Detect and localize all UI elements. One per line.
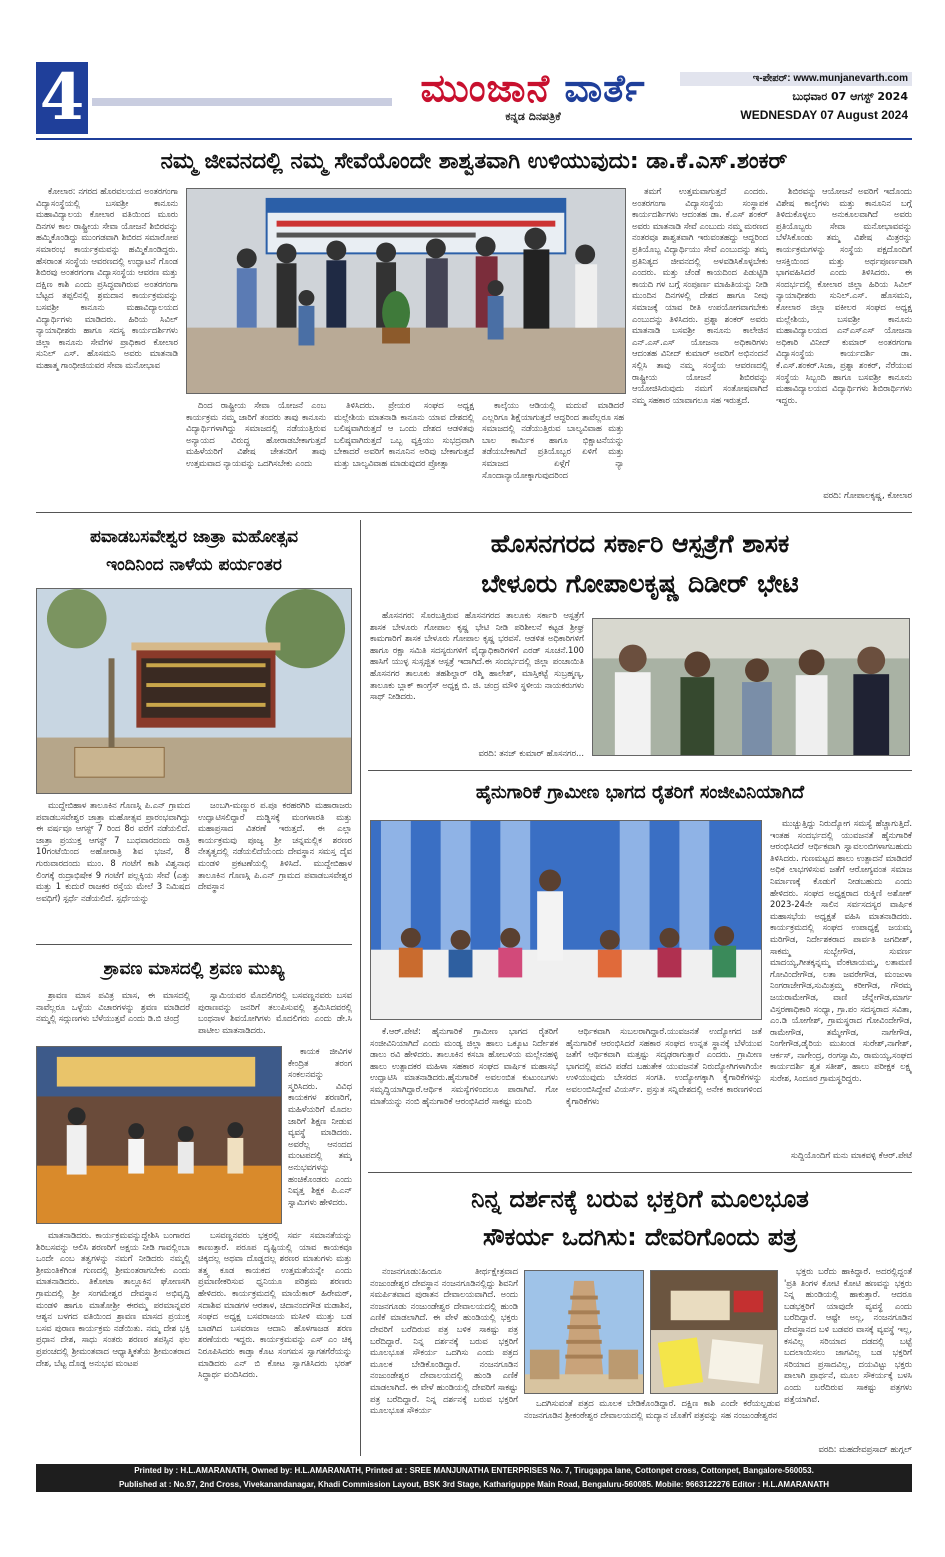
story1-col6 [776,186,912,490]
masthead-bar [92,98,392,106]
story3-col4 [198,1230,352,1456]
story6-col2-text: ಒದಗಿಸುವಂತೆ ಪತ್ರದ ಮೂಲಕ ಬೇಡಿಕೊಂಡಿದ್ದಾರೆ. ದಕ್ಷಿಣ ಕಾಶಿ ಎಂದೇ ಕರೆಯಲ್ಪಡುವ ನಂಜನಗೂಡಿನ ಶ್ರೀಕಂಠೇಶ್ವರ ದೇವಾಲಯದಲ್ಲಿ ಮದ್ಯಾನ ಜೊತೆಗೆ ಪತ್ರವನ್ನು ಸಹ ನಂಜುಂಡೇಶ್ವರನ [524,1398,780,1420]
story3-col2-text: ಸ್ವಾಮಿಯವರ ಮೊದಲಿಗರಲ್ಲಿ ಬಸವಣ್ಣನವರು ಬಸವ ಪುರಾಣವನ್ನು ಜನರಿಗೆ ತಲುಪಿಸುವಲ್ಲಿ ಶ್ರಮಿಸಿದವರಲ್ಲಿ ಬಂಥನಾಳ ಶಿವಯೋಗಿಗಳು ಮೊದಲಿಗರು ಎಂದು ಡೇ.ಸಿ ಪಾಟೀಲ ಮಾತನಾಡಿದರು. [198,990,352,1035]
story1-col6-text: ಶಿಬಿರವನ್ನು ಆಯೋಜನೆ ಅವರಿಗೆ ಇದೊಂದು ವಿಶೇಷ ಕಾಲ್ಕೆಗಳು ಮತ್ತು ಕಾನೂನಿನ ಬಗ್ಗೆ ತಿಳಿದುಕೊಳ್ಳಲು ಅನುಕೂಲವಾಗಿದೆ ಅವರು ಪ್ರತಿಯೊಬ್ಬರು ಸೇವಾ ಮನೋಭಾವವನ್ನು ಬೆಳೆಸಿಕೊಂಡು ತಮ್ಮ ವಿಶೇಷ ಮಿತ್ರರನ್ನು ಕಾರ್ಯಕ್ರಮಗಳನ್ನು ಸಂಸ್ಥೆಯ ಪಕ್ಷದೊಂದಿಗೆ ಆಸಕ್ತಿಯಿಂದ ಮತ್ತು ಅರ್ಥಪೂರ್ಣವಾಗಿ ಭಾಗವಹಿಸಿದರೆ ಎಂದು ತಿಳಿಸಿದರು. ಈ ಸಂದರ್ಭದಲ್ಲಿ ಕೋಲಾರ ಜಿಲ್ಲಾ ಹಿರಿಯ ಸಿವಿಲ್ ನ್ಯಾಯಾಧೀಶರು ಸುನಿಲ್.ಎಸ್. ಹೊಸಮನಿ, ಕೋಲಾರ ಜಿಲ್ಲಾ ವಕೀಲರ ಸಂಘದ ಅಧ್ಯಕ್ಷ ಮಲ್ಲೇಶಿಯ, ಬಸವಶ್ರೀ ಕಾನೂನು ಮಹಾವಿದ್ಯಾಲಯದ ಎನ್ಎಸ್ಎಸ್ ಯೋಜನಾ ಅಧಿಕಾರಿ ವಿನೀದ್ ಕುಮಾರ್ ಅಂತರಗಂಗಾ ವಿದ್ಯಾಸಂಸ್ಥೆಯ ಕಾರ್ಯದರ್ಶಿ ಡಾ. ಕೆ.ಎಸ್.ಶಂಕರ್.ಸಿಜಾ, ಪ್ರಶ್ನಾ ಶಂಕರ್, ನೆರೆಯುವ ಸಂಸ್ಥೆಯ ಸಿಬ್ಬಂದಿ ಹಾಗೂ ಬಸವಶ್ರೀ ಕಾನೂನು ಮಹಾವಿದ್ಯಾಲಯದ ವಿದ್ಯಾರ್ಥಿಗಳು ಶಿಬಿರಾರ್ಥಿಗಳು ಇದ್ದರು. [776,186,912,405]
story6-headline-line1: ನಿನ್ನ ದರ್ಶನಕ್ಕೆ ಬರುವ ಭಕ್ತರಿಗೆ ಮೂಲಭೂತ [471,1185,809,1213]
page-number: 4 [36,62,88,134]
story1-col3-text: ತಿಳಿಸಿದರು. ಪ್ರೇಯರ ಸಂಘದ ಅಧ್ಯಕ್ಷ ಮಲ್ಲೇಶಿಯ ಮಾತನಾಡಿ ಕಾನೂನು ಯಾವ ದೇಶದಲ್ಲಿ ಬಲಿಷ್ಠವಾಗಿರುತ್ತದೆ ಆ ಒಂದು ದೇಶದ ಆಡಳಿತವು ಬಲಿಷ್ಠವಾಗಿರುತ್ತದೆ ಒಬ್ಬ ವ್ಯಕ್ತಿಯು ಸುಭದ್ರವಾಗಿ ಬೇಕಾದರೆ ಅವರಿಗೆ ಕಾನೂನಿನ ಅರಿವು ಬೇಕಾಗುತ್ತದೆ ಮತ್ತು ಬಾಲ್ಯವಿವಾಹ ಮಾಡುವುದರ ಪ್ರೋತ್ಸಾ [334,400,474,468]
story4-photo [592,618,910,756]
story5-headline: ಹೈನುಗಾರಿಕೆ ಗ್ರಾಮೀಣ ಭಾಗದ ರೈತರಿಗೆ ಸಂಜೀವಿನಿಯಾಗಿದೆ [475,782,805,803]
story3-headline: ಶ್ರಾವಣ ಮಾಸದಲ್ಲಿ ಶ್ರವಣ ಮುಖ್ಯ [103,959,285,979]
story4-photo-svg [593,619,909,755]
title-part2: ವಾರ್ತೆ [564,66,646,110]
story3-col2 [198,990,352,1040]
story4-byline: ವರದಿ: ತನಜ್ ಕುಮಾರ್ ಹೊಸನಗರ... [478,748,584,758]
story5-byline: ಸುದ್ದಿಯೊಂದಿಗೆ ಮನು ಮಾಕವಳ್ಳಿ ಕೆಆರ್.ಪೇಟೆ [790,1150,912,1160]
story6-col3 [784,1266,912,1444]
date-kannada: ಬುಧವಾರ 07 ಆಗಸ್ಟ್ 2024 [792,90,908,103]
website-link[interactable]: ಇ-ಪೇಪರ್: www.munjanevarth.com [680,72,912,86]
story3-col1 [36,990,190,1040]
story3-col1-text: ಶ್ರಾವಣ ಮಾಸ ಪವಿತ್ರ ಮಾಸ, ಈ ಮಾಸದಲ್ಲಿ ನಾವೆಲ್ಲರೂ ಒಳ್ಳೆಯ ವಿಚಾರಗಳನ್ನು ಶ್ರವಣ ಮಾಡಿದರೆ ನಮ್ಮಲ್ಲಿ ಸದ್ಗುಣಗಳು ಬೆಳೆಯುತ್ತವೆ ಎಂದು ಡಿ.ಬಿ ಚಿಂದ್ರೆ [36,990,190,1024]
story6-photo-temple [524,1270,644,1394]
story6-photo-letters [650,1270,778,1394]
story5-col1-text: ಕೆ.ಆರ್.ಪೇಟೆ: ಹೈನುಗಾರಿಕೆ ಗ್ರಾಮೀಣ ಭಾಗದ ರೈತರಿಗೆ ಸಂಜೀವಿನಿಯಾಗಿದೆ ಎಂದು ಮಂಡ್ಯ ಜಿಲ್ಲಾ ಹಾಲು ಒಕ್ಕೂಟ ನಿರ್ದೇಶಕ ಡಾಲು ರವಿ ಹೇಳಿದರು. ತಾಲೂಕಿನ ಕಸಬಾ ಹೋಬಳಿಯ ಮಲ್ಲೇನಹಳ್ಳಿ ಹಾಲು ಉತ್ಪಾದಕರ ಮಹಿಳಾ ಸಹಕಾರ ಸಂಘದ ವಾರ್ಷಿಕ ಮಹಾಸಭೆ ಉದ್ಘಾಟಿಸಿ ಮಾತನಾಡಿದರು.ಹೈನುಗಾರಿಕೆ ಅವಲಂಬಿತ ಕುಟುಂಬಗಳು ಸಮೃದ್ಧಿಯಾಗಿದ್ದಾರೆ.ಆರ್ಥಿಕ ಸಮಸ್ಯೆಗಳಿಂದಲೂ ಪಾರಾಗಿವೆ. ಗೋ ಮಾತೆಯನ್ನು ನಂಬಿ ಹೈನುಗಾರಿಕೆ ಆರಂಭಿಸಿದರೆ ಸಾಕಷ್ಟು ಮಂದಿ [370,1026,558,1106]
story2-headline-line1: ಪವಾಡಬಸವೇಶ್ವರ ಜಾತ್ರಾ ಮಹೋತ್ಸವ [90,527,298,547]
story1-headline: ನಮ್ಮ ಜೀವನದಲ್ಲಿ ನಮ್ಮ ಸೇವೆಯೊಂದೇ ಶಾಶ್ವತವಾಗಿ ಉಳಿಯುವುದು: ಡಾ.ಕೆ.ಎಸ್.ಶಂಕರ್ [160,149,788,174]
newspaper-title [398,64,668,112]
story1-photo-svg [187,189,625,393]
story6-headline-line2: ಸೌಕರ್ಯ ಒದಗಿಸು: ದೇವರಿಗೊಂದು ಪತ್ರ [483,1223,797,1251]
story5-photo-svg [371,821,761,1019]
story1-col2 [186,400,326,500]
story5-col1 [370,1026,558,1164]
story1-photo [186,188,626,394]
imprint-footer [36,1464,912,1492]
newspaper-subtitle: ಕನ್ನಡ ದಿನಪತ್ರಿಕೆ [505,110,561,123]
story3-col4-text: ಬಸವಣ್ಣನವರು ಭಕ್ತರಲ್ಲಿ ಸರ್ವ ಸಮಾನತೆಯನ್ನು ಕಾಣುತ್ತಾರೆ. ಪರೂಪ ದೃಷ್ಟಿಯಲ್ಲಿ ಯಾವ ಕಾಯಕವೂ ಚಿಕ್ಕದಲ್ಲ ಅಥವಾ ದೊಡ್ಡದಲ್ಲ ಶರಣರ ಮಾತುಗಳು ಮತ್ತು ತತ್ತ್ವ ಕೂಡ ಕಾಯಕದ ಉತ್ತಮತೆಯನ್ನೇ ಎಂದು ಪ್ರಮಾಣೀಕರಿಸುವ ಧ್ವನಿಯೂ ಪರಿಶ್ರಮ ಶರಣರು ಹೇಳಿದರು. ಕಾರ್ಯಕ್ರಮದಲ್ಲಿ ಮಾಯೆಕಾರ್ ಹಿರೇಮಠ್, ಸದಾಶಿವ ಮಾಡಗಳ ಆರತಾಳ, ಚಿದಾನಂದಗೌಡ ಮಡಾಶಿನ, ಸಂಘದ ಅಧ್ಯಕ್ಷ ಬಸವರಾಜಯ ಮಸೀಳಿ ಮುತ್ತು ಬಡ ಬಾಡಗಿದ ಬಸವರಾಜ ಆದಾನಿ ಹೊಳಗಾಜಡ ಶರಣ ಶರಣೆಯರು ಇದ್ದರು. ಕಾರ್ಯಕ್ರಮವನ್ನು ಎಸ್ ಎಂ ಚಿಕ್ಕ ನಿರೂಪಿಸಿದರು ಕಾಡ್ತಾ ಕೊಟ ಸಂಗಮಸ ಸ್ವಾಗತಗೆರೆಯನ್ನು ಮಾಡಿದರು ಎನ್ ಬಿ ಕೋಟ ಸ್ವಾಗತಿಸಿದರು ಭರತ್ ಸಿದ್ಧಾರ್ಥ ವಂದಿಸಿದರು. [198,1230,352,1380]
section-divider-left [36,944,352,945]
story2-photo [36,588,352,794]
story3-col2b [288,1046,352,1224]
story2-col2 [198,800,352,936]
story3-col2b-text: ಕಾಯಕ ಜೀವಿಗಳ ಕೇಂದ್ರಿತ ತರಂಗ ಸಂಕಲನವನ್ನು ಸ್ಮರಿಸಿದರು. ವಿವಿಧ ಕಾಯಕಗಳ ಶರಣರಿಗೆ, ಮಹಿಳೆಯರಿಗೆ ಮೊದಲ ಜಾರಿಗೆ ಶಿಕ್ಷಣ ನೀಡುವ ವ್ಯವಸ್ಥೆ ಮಾಡಿದರು. ಅವರೆಲ್ಲ ಆನಂದದ ಮಂಟಪದಲ್ಲಿ ತಮ್ಮ ಅನುಭವಗಳನ್ನು ಹಂಚಿಕೊಂಡರು ಎಂದು ನಿವೃತ್ತ ಶಿಕ್ಷಕ ಪಿ.ಎನ್ ಸ್ವಾಮಿಗಳು ಹೇಳಿದರು. [288,1046,352,1207]
imprint-line2: Published at : No.97, 2nd Cross, Vivekanandanagar, Khadi Commission Layout, BSK 3rd Stage, Kathariguppe Main Road, Bengaluru-560085. Mobile: 9663122276 Editor : H.L.AMARANATH [118,1480,830,1489]
story1-byline: ವರದಿ: ಗೋಪಾಲಕೃಷ್ಣ, ಕೋಲಾರ [823,490,912,500]
story5-col3-text: ಮುಚ್ಚುತ್ತಿದ್ದು ನಿರುದ್ಯೋಗ ಸಮಸ್ಯೆ ಹೆಚ್ಚಾಗುತ್ತಿದೆ. ಇಂತಹ ಸಂದರ್ಭದಲ್ಲಿ ಯುವಜನತೆ ಹೈನುಗಾರಿಕೆ ಆರಂಭಿಸಿದರೆ ಆರ್ಥಿಕವಾಗಿ ಸ್ವಾವಲಂಬಿಗಳಾಗಬಹುದು ತಿಳಿಸಿದರು. ಗುಣಮಟ್ಟದ ಹಾಲು ಉತ್ಪಾದನೆ ಮಾಡಿದರೆ ಅಧಿಕ ಲಾಭಗಳಿಸುವ ಜತೆಗೆ ಆರೋಗ್ಯವಂತ ಸಮಾಜ ನಿರ್ಮಾಣಕ್ಕೆ ಕೊಡುಗೆ ನೀಡಬಹುದು ಎಂದು ಹೇಳಿದರು. ಸಂಘದ ಅಧ್ಯಕ್ಷರಾದ ರುಕ್ಮಿಣಿ ಅಶೋಕ್ 2023-24ನೇ ಸಾಲಿನ ಸರ್ವಸದಸ್ಯರ ವಾರ್ಷಿಕ ಮಹಾಸಭೆಯ ಅಧ್ಯಕ್ಷತೆ ವಹಿಸಿ ಮಾತನಾಡಿದರು. ಕಾರ್ಯಕ್ರಮದಲ್ಲಿ ಸಂಘದ ಉಪಾಧ್ಯಕ್ಷೆ ಜಯಮ್ಮ ಮರಿಗೌಡ, ನಿರ್ದೇಶಕರಾದ ಪಾರ್ವತಿ ಜಗದೀಶ್, ಸಾಕಮ್ಮ ಸುಬ್ಬೇಗೌಡ, ಸುವರ್ಣ ಮಾದಯ್ಯ,ಗೀತಕ್ಕನ್ನಮ್ಮ ವೆಂಕಟಾಯಮ್ಮ, ಲತಾಮಣಿ ಗೋವಿಂದೇಗೌಡ, ಲತಾ ಜವರೇಗೌಡ, ಮಂಜುಳಾ ನಿಂಗರಾಜೇಗೌಡ,ಸುಮಿತ್ರಮ್ಮ ಕರೀಗೌಡ, ಗೌರಮ್ಮ ಜಯರಾಮೇಗೌಡ, ವಾಣಿ ಜೆನ್ನೇಗೌಡ,ಮಾರ್ಗ ವಿಸ್ತರಣಾಧಿಕಾರಿ ಸಂಧ್ಯಾ, ಗ್ರಾ.ಪಂ ಸದಸ್ಯರಾದ ಸವಿತಾ, ಎಂ.ಡಿ ಯೋಗೇಶ್, ಗ್ರಾಮಸ್ಥರಾದ ಗೋವಿಂದೇಗೌಡ, ರಾಮೇಗೌಡ, ತಮ್ಮೇಗೌಡ, ನಾಗೇಗೌಡ, ನಿಂಗೇಗೌಡ,ಡೈರಿಯ ಮುಖಂಡ ಸುರೇಶ್,ನಾಗೇಶ್, ಆರ್ಕಸ್, ನಾಗೇಂದ್ರ, ರಂಗಸ್ವಾಮಿ, ರಾಮಯ್ಯ,ಸಂಘದ ಕಾರ್ಯದರ್ಶಿ ಶ್ವತ ಸತೀಶ್, ಹಾಲು ಪರೀಕ್ಷಕ ಲಕ್ಷ್ಮ ಸುರೇಶ, ಸಿಂದೂರ ಗ್ರಾಮಸ್ಥರಿದ್ದರು. [770,818,912,1084]
column-divider [360,520,361,1456]
story3-col3 [36,1230,190,1456]
story2-col1 [36,800,190,936]
story1-col1-text: ಕೋಲಾರ: ನಗರದ ಹೊರವಲಯದ ಅಂತರಗಂಗಾ ವಿದ್ಯಾಸಂಸ್ಥೆಯಲ್ಲಿ ಬಸವಶ್ರೀ ಕಾನೂನು ಮಹಾವಿದ್ಯಾಲಯ ಕೋಲಾರ ವತಿಯಿಂದ ಮೂರು ದಿನಗಳ ಕಾಲ ರಾಷ್ಟ್ರೀಯ ಸೇವಾ ಯೋಜನೆ ಶಿಬಿರವನ್ನು ಹಮ್ಮಿಕೊಂಡಿದ್ದು ಮುಂಗಡವಾಗಿ ಶಿಬಿರದ ಸಮಾರೋಪ ಸಮಾರಂಭ ಕಾರ್ಯಕ್ರಮವನ್ನು ಹಮ್ಮಿಕೊಂಡಿದ್ದರು. ಹೆಸರಾಂತ ಸಂಸ್ಥೆಯ ಆವರಣದಲ್ಲಿ ಉದ್ಘಾಟನೆ ಗೊಂಡ ಶಿಬಿರವು ಅಂತರಗಂಗಾ ವಿದ್ಯಾಸಂಸ್ಥೆಯ ಆವರಣ ಮತ್ತು ದಕ್ಷಿಣ ಕಾಶಿ ಎಂದು ಪ್ರಸಿದ್ಧವಾಗಿರುವ ಅಂತರಗಂಗಾ ಬೆಟ್ಟದ ತಪ್ಪಲಿನಲ್ಲಿ ಶ್ರಮದಾನ ಕಾರ್ಯಕ್ರಮವನ್ನು ಬಸವಶ್ರೀ ಕಾನೂನು ಮಹಾವಿದ್ಯಾಲಯದ ವಿದ್ಯಾರ್ಥಿಗಳು ಮಾಡಿದರು. ಹಿರಿಯ ಸಿವಿಲ್ ನ್ಯಾಯಾಧೀಶರು ಹಾಗೂ ಸದಸ್ಯ ಕಾರ್ಯದರ್ಶಿಗಳು ಜಿಲ್ಲಾ ಕಾನೂನು ಸೇವೆಗಳ ಪ್ರಾಧಿಕಾರ ಕೋಲಾರ ಸುನಿಲ್ ಎಸ್. ಹೊಸಮನಿ ಅವರು ಮಾತನಾಡಿ ಮಹಾತ್ಮ ಗಾಂಧೀಜಿಯವರ ಸೇವಾ ಮನೋಭಾವ [36,186,178,370]
story1-col5-text: ತಮಗೆ ಉತ್ತಮವಾಗುತ್ತದೆ ಎಂದರು. ಅಂತರಗಂಗಾ ವಿದ್ಯಾಸಂಸ್ಥೆಯ ಸಂಸ್ಥಾಪಕ ಕಾರ್ಯದರ್ಶಿಗಳು ಆದಂತಹ ಡಾ. ಕೆ.ಎಸ್ ಶಂಕರ್ ಅವರು ಮಾತನಾಡಿ ಸೇವೆ ಎಂಬುದು ನಮ್ಮ ಮರಣದ ನಂತರವೂ ಶಾಶ್ವತವಾಗಿ ಇರುವಂತಹದ್ದು ಆದ್ದರಿಂದ ಪ್ರತಿಯೊಬ್ಬ ವಿದ್ಯಾರ್ಥಿಯು ಸೇವೆ ಎಂಬುದನ್ನು ತಮ್ಮ ಪ್ರತಿನಿತ್ಯದ ಜೀವನದಲ್ಲಿ ಅಳವಡಿಸಿಕೊಳ್ಳಬೇಕು ಎಂದರು. ಮತ್ತು ಚೆಂಡೆ ಕಾಯದಿಂದ ಪಿಡುಟ್ಟಿಡಿ ಕಾಯದಿ ಗಳ ಬಗ್ಗೆ ಸಂಪೂರ್ಣ ಮಾಹಿತಿಯನ್ನು ನೀಡಿ ಮುಂದಿನ ದಿನಗಳಲ್ಲಿ ದೇಶದ ಹಾಗೂ ನೀವು ಸಮಾಜಕ್ಕೆ ಯಾವ ರೀತಿ ಉಪಯೋಗವಾಗಬೇಕು ಎಂಬುದನ್ನು ತಿಳಿಸಿದರು. ಪ್ರಶ್ನಾ ಶಂಕರ್ ಅವರು ಮಾತನಾಡಿ ಬಸವಶ್ರೀ ಕಾನೂನು ಕಾಲೇಜಿನ ಎನ್.ಎಸ್.ಎಸ್ ಯೋಜನಾ ಅಧಿಕಾರಿಗಳು ಆದಂತಹ ವಿನೀದ್ ಕುಮಾರ್ ಅವರಿಗೆ ಅಭಿನಂದನೆ ಸಲ್ಲಿಸಿ ತಾವು ನಮ್ಮ ಸಂಸ್ಥೆಯ ಆವರಣದಲ್ಲಿ ರಾಷ್ಟ್ರೀಯ ಯೋಜನೆ ಶಿಬಿರವನ್ನು ಆಯೋಜಿಸಿರುವುದು ನಮಗೆ ಸಂತೋಷವಾಗಿದೆ ನಮ್ಮ ಸಹಕಾರ ಯಾವಾಗಲೂ ಸಹ ಇರುತ್ತದೆ. [632,186,768,405]
date-english: WEDNESDAY 07 August 2024 [740,108,908,122]
story3-photo [36,1046,282,1224]
title-part1: ಮುಂಜಾನೆ [420,66,551,110]
story3-col3-text: ಮಾತನಾಡಿದರು. ಕಾರ್ಯಕ್ರಮವನ್ನುದ್ದೇಶಿಸಿ ಬಂಗಾರದ ಶಿರಿಬಸವನ್ನು ಆಲಿಸಿ ಶರಣರಿಗೆ ಅಕ್ಷಯ ನೀಡಿ ಗಾವಲ್ಲಿಂಬಾ ಒಂದೇ ಎಂಬ ತತ್ವಗಳನ್ನು ನಮಗೆ ನೀಡಿದರು ನಮ್ಮಲ್ಲಿ ಶ್ರೀಮಂತಿಕೆಗಿಂತ ಗುಣದಲ್ಲಿ ಶ್ರೀಮಂತರಾಗಬೇಕು ಎಂದು ಮಾತನಾಡಿದರು. ತಿಕೋಟಾ ತಾಲ್ಲೂಕಿನ ಘೋಣಸಗಿ ಗ್ರಾಮದಲ್ಲಿ ಶ್ರೀ ಸಂಗಮೇಶ್ವರ ದೇವಸ್ಥಾನ ಅಭಿವೃದ್ಧಿ ಮಂಡಳಿ ಹಾಗೂ ಮಾತೋಶ್ರೀ ಈರಮ್ಮ ಪರಮಾನ್ನವರ ಆಶ್ಯನ ಬಳಗದ ವತಿಯಿಂದ ಶ್ರಾವಣ ಮಾಸದ ಪ್ರಯುಕ್ತ ಬಸವ ಪುರಾಣ ಕಾರ್ಯಕ್ರಮ ನಡೆಯಿತು. ನಮ್ಮ ದೇಶ ಭಕ್ತಿ ಪ್ರಧಾನ ದೇಶ, ಸಾಧು ಸಂತರು ಶರಣರ ತಪಸ್ಸಿನ ಫಲ ಪ್ರಪಂಚದಲ್ಲಿ ಶ್ರೀಮಂತವಾದ ಆಧ್ಯಾತ್ಮಿಕತೆಯ ಶ್ರೀಮಂತರಾದ ದೇಶ, ಬೆಟ್ಟ ದೊಡ್ಡ ಅನುಭವ ಮಂಟಪ [36,1230,190,1368]
story1-col2-text: ದಿಂದ ರಾಷ್ಟ್ರೀಯ ಸೇವಾ ಯೋಜನೆ ಎಂಬ ಕಾರ್ಯಕ್ರಮ ನಮ್ಮ ಜಾರಿಗೆ ತಂದರು ತಾವು ಕಾನೂನು ವಿದ್ಯಾರ್ಥಿಗಳಾಗಿದ್ದು ಸಮಾಜದಲ್ಲಿ ನಡೆಯುತ್ತಿರುವ ಅನ್ಯಾಯದ ವಿರುದ್ಧ ಹೋರಾಡಬೇಕಾಗುತ್ತದೆ ಮಹಿಳೆಯರಿಗೆ ವಿಶೇಷ ಚೇತನರಿಗೆ ತಾವು ಉತ್ತಮವಾದ ನ್ಯಾಯವನ್ನು ಒದಗಿಸಬೇಕು ಎಂದು [186,400,326,468]
story6-col1-text: ನಂಜನಗೂಡು:ಹಿಂದೂ ತೀರ್ಥಕ್ಷೇತ್ರವಾದ ನಂಜುಂಡೇಶ್ವರ ದೇವಸ್ಥಾನ ನಂಜನಗೂಡಿನಲ್ಲಿದ್ದು ಶಿವನಿಗೆ ಸಮರ್ಪಿತವಾದ ಪುರಾತನ ದೇವಾಲಯವಾಗಿದೆ. ಅಂದು ನಂಜನಗೂಡು ನಂಜುಂಡೇಶ್ವರ ದೇವಾಲಯದಲ್ಲಿ ಹುಂಡಿ ಎಣಿಕೆ ಮಾಡಲಾಗಿದೆ. ಈ ವೇಳೆ ಹುಂಡಿಯಲ್ಲಿ ಭಕ್ತರು ದೇವರಿಗೆ ಬರೆದಿರುವ ಪತ್ರ ಬಳಿಕ ಸಾಕಷ್ಟು ಪತ್ರ ಬರೆದಿದ್ದಾರೆ. ನಿನ್ನ ದರ್ಶನಕ್ಕೆ ಬರುವ ಭಕ್ತರಿಗೆ ಮೂಲಭೂತ ಸೌಕರ್ಯ ಒದಗಿಸು ಎಂದು ಪತ್ರದ ಮೂಲಕ ಬೇಡಿಕೊಂಡಿದ್ದಾರೆ. ನಂಜನಗೂಡಿನ ನಂಜುಂಡೇಶ್ವರ ದೇವಾಲಯದಲ್ಲಿ ಹುಂಡಿ ಎಣಿಕೆ ಮಾಡಲಾಗಿದೆ. ಈ ವೇಳೆ ಹುಂಡಿಯಲ್ಲಿ ದೇವರಿಗೆ ಸಾಕಷ್ಟು ಪತ್ರ ಬರೆದಿದ್ದಾರೆ. ನಿನ್ನ ದರ್ಶನಕ್ಕೆ ಬರುವ ಭಕ್ತರಿಗೆ ಮೂಲಭೂತ ಸೌಕರ್ಯ [370,1266,518,1416]
story1-col5 [632,186,768,502]
story4-body [370,610,584,750]
story2-photo-svg [37,589,351,793]
masthead-rule [36,138,912,140]
story2-headline-line2: ಇಂದಿನಿಂದ ನಾಳೆಯ ಪರ್ಯಂತರ [106,555,282,575]
story5-col2-text: ಆರ್ಥಿಕವಾಗಿ ಸುಬಲರಾಗಿದ್ದಾರೆ.ಯುವಜನತೆ ಉದ್ಯೋಗದ ಜತೆ ಹೈನುಗಾರಿಕೆ ಆರಂಭಿಸಿದರೆ ಸಹಕಾರ ಸಂಘದ ಉನ್ನತ ಸ್ಥಾನಕ್ಕೆ ಬೆಳೆಯುವ ಜತೆಗೆ ಆರ್ಥಿಕವಾಗಿ ಮತ್ತಷ್ಟು ಸದೃಢರಾಗುತ್ತಾರೆ ಎಂದರು. ಗ್ರಾಮೀಣ ಭಾಗದಲ್ಲಿ ಪದವಿ ಪಡೆದ ಬಹುತೇಕ ಯುವಜನತೆ ನಿರುದ್ಯೋಗಿಗಳಾಗಿಯೇ ಉಳಿಯುವುದು ಬೇಸರದ ಸಂಗತಿ. ಉದ್ಯೋಗಕ್ಕಾಗಿ ಕೈಗಾರಿಕೆಗಳನ್ನು ಅವಲಂಬಿಸಿದ್ದೇವೆ ವಿಯರ್ಸ್. ಪ್ರಸ್ತುತ ಸನ್ನಿವೇಶದಲ್ಲಿ ಅನೇಕ ಕಾರಣಗಳಿಂದ ಕೈಗಾರಿಕೆಗಳು [566,1026,762,1106]
story4-headline-line2: ಬೇಳೂರು ಗೋಪಾಲಕೃಷ್ಣ ದಿಡೀರ್ ಭೇಟಿ [481,569,799,598]
story1-col4 [482,400,624,500]
story6-byline: ವರದಿ: ಮಹದೇವಪ್ರಸಾದ್ ಹುಗ್ಗಲ್ [818,1444,912,1454]
story6-col1 [370,1266,518,1456]
section-divider-right [368,770,912,771]
story3-photo-svg [37,1047,281,1223]
section-divider [36,512,912,513]
story1-col3 [334,400,474,500]
story4-body-text: ಹೊಸನಗರ: ಸೊರಬತ್ತಿರುವ ಹೊಸನಗರದ ತಾಲೂಕು ಸರ್ಕಾರಿ ಆಸ್ಪತ್ರೆಗೆ ಶಾಸಕ ಬೇಳೂರು ಗೋಪಾಲ ಕೃಷ್ಣ ಭೇಟಿ ನೀಡಿ ಪರಿಶೀಲನೆ ಕಟ್ಟಡ ಶ್ರೀಘ್ರ ಕಾಮಗಾರಿಗೆ ಶಾಸಕ ಬೇಳೂರು ಗೋಪಾಲ ಕೃಷ್ಣ ಭರವಸೆ. ಆಡಳಿತ ಅಧಿಕಾರಿಗಳಿಗೆ ಹಾಗೂ ರಕ್ಷಾ ಸಮಿತಿ ಸದಸ್ಯರುಗಳಿಗೆ ವೈದ್ಯಾಧಿಕಾರಿಗಳಿಗೆ ಎರಡ್ ಸೂಚನೆ.100 ಹಾಸಿಗೆ ಯುಳ್ಳ ಸುಸ್ಸಜ್ಜಿತ ಆಸ್ಪತ್ರೆ ಇದಾಗಿದೆ.ಈ ಸಂದರ್ಭದಲ್ಲಿ ಜಿಲ್ಲಾ ಪಂಚಾಯಿತಿ ಹೊಸನಗರ ತಾಲೂಕು ತಹಶಿಲ್ದಾರ್ ರಶ್ಮಿ ಹಾಲೇಶ್, ಮಾಸ್ತಿಕಟ್ಟೆ ಸುಬ್ರಹ್ಮಣ್ಯ, ತಾಲೂಕು ಬ್ಲಾಕ್ ಕಾಂಗ್ರೆಸ್ ಅಧ್ಯಕ್ಷ ಬಿ. ಜಿ. ಚಂದ್ರ ಮೌಳಿ ಸ್ಥಳೀಯ ನಾಯಕರುಗಳು ಸಾಥ್ ನೀಡಿದರು. [370,610,584,702]
story2-col2-text: ಜಂಬಗಿ-ಮಣ್ಣುರ ಪ.ಪೂ ಕರಹರಗಿರಿ ಮಹಾರಾಜರು ಉದ್ಘಾಟಿಸಲಿದ್ದಾರೆ ದುಡ್ಡಿಸಕ್ಕೆ ಮಂಗಳಾರತಿ ಮತ್ತು ಮಹಾಪ್ರಸಾದ ವಿತರಣೆ ಇರುತ್ತದೆ. ಈ ಎಲ್ಲಾ ಕಾರ್ಯಕ್ರಮವು ಪೂಜ್ಯ ಶ್ರೀ ಚನ್ನಮಲ್ಲಿಕ ಶರಣರ ನೇತೃತ್ವದಲ್ಲಿ ನಡೆಯಲಿದೆಯೆಂದು ದೇವಸ್ಥಾನ ಸಮಸ್ತ ದೈವ ಮಂಡಳಿ ಪ್ರಕಟಣೆಯಲ್ಲಿ ತಿಳಿಸಿದೆ. ಮುದ್ದೇಬಿಹಾಳ ತಾಲೂಕಿನ ಗೊಣಸ್ಗಿ ಪಿ.ಎನ್ ಗ್ರಾಮದ ಪವಾಡಬಸವೇಶ್ವರ ದೇವಸ್ಥಾನ [198,800,352,892]
imprint-line1: Printed by : H.L.AMARANATH, Owned by: H.L.AMARANATH, Printed at : SREE MANJUNATHA ENTERPRISES No. 7, Tirugappa lane, Cottonpet cross, Cottonpet, Bangalore-560053. [134,1466,814,1475]
story6-col3-text: ಭಕ್ತರು ಬರೆದು ಹಾಕಿದ್ದಾರೆ. ಅದರಲ್ಲಿದ್ದಂತೆ 'ಪ್ರತಿ ತಿಂಗಳ ಕೋಟಿ ಕೋಟಿ ಹಣವನ್ನು ಭಕ್ತರು ನಿನ್ನ ಹುಂಡಿಯಲ್ಲಿ ಹಾಕುತ್ತಾರೆ. ಆದರೂ ಬಡಭಕ್ತರಿಗೆ ಯಾವುದೇ ವ್ಯವಸ್ಥೆ ಎಂದು ಬರೆದಿದ್ದಾರೆ. ಆಷ್ಟೇ ಅಲ್ಲ, ನಂಜನಗೂಡಿನ ದೇವಸ್ಥಾನದ ಬಳಿ ಬಡವರ ವಾಸಕ್ಕೆ ವ್ಯವಸ್ಥೆ ಇಲ್ಲ, ಕಸವಿಲ್ಲ ಸರಿಯಾದ ದಡದಲ್ಲಿ ಬಟ್ಟೆ ಬದಲಾಯಿಸಲು ಜಾಗವಿಲ್ಲ ಬಡ ಭಕ್ತರಿಗೆ ಸರಿಯಾದ ಪ್ರಸಾದವಿಲ್ಲ, ದಯವಿಟ್ಟು ಭಕ್ತರು ಪಾಲಾಗಿ ಪ್ರಾರ್ಥನೆ, ಮೂಲ ಸೌಕರ್ಯಕ್ಕೆ ಬಳಸಿ ಎಂದು ಬರೆದಿರುವ ಸಾಕಷ್ಟು ಪತ್ರಗಳು ಪತ್ತೆಯಾಗಿವೆ. [784,1266,912,1404]
story4-headline-line1: ಹೊಸನಗರದ ಸರ್ಕಾರಿ ಆಸ್ಪತ್ರೆಗೆ ಶಾಸಕ [490,529,790,558]
story5-photo [370,820,762,1020]
story1-col1 [36,186,178,502]
story5-col2 [566,1026,762,1164]
story1-col4-text: ಕಾಲ್ಕೆಯು ಆಡಿಯಲ್ಲಿ ಮದುವೆ ಮಾಡಿದರೆ ಎಲ್ಲರಿಗೂ ಶಿಕ್ಷೆಯಾಗುತ್ತದೆ ಆದ್ದರಿಂದ ತಾವೆಲ್ಲರೂ ಸಹ ಸಮಾಜದಲ್ಲಿ ನಡೆಯುತ್ತಿರುವ ಬಾಲ್ಯವಿವಾಹ ಮತ್ತು ಬಾಲ ಕಾರ್ಮಿಕ ಹಾಗೂ ಭಿಕ್ಷಾಟನೆಯನ್ನು ತಡೆಯಬೇಕಾಗಿದೆ ಪ್ರತಿಯೊಬ್ಬರ ಏಳಿಗೆ ಮತ್ತು ಸಮಾಜದ ಏಳ್ಗೆಗೆ ನ್ಯಾ ಸೊಂದಾನ್ಯಾಯೋಕ್ಕಾಗುವುದರಿಂದ [482,400,624,480]
story5-col3 [770,818,912,1150]
story2-col1-text: ಮುದ್ದೇಬಿಹಾಳ ತಾಲೂಕಿನ ಗೊಣಸ್ಗಿ ಪಿ.ಎನ್ ಗ್ರಾಮದ ಪವಾಡಬಸವೇಶ್ವರ ಜಾತ್ರಾ ಮಹೋತ್ಸವ ಪ್ರಾರಂಭವಾಗಿದ್ದು ಈ ವರ್ಷವೂ ಆಗಸ್ಟ್ 7 ರಿಂದ 8ರ ವರೆಗೆ ನಡೆಯಲಿದೆ. ಜಾತ್ರಾ ಪ್ರಯುಕ್ತ ಆಗಸ್ಟ್ 7 ಬುಧವಾರದಂದು ರಾತ್ರಿ 10ಗಂಟೆಯಿಂದ ಅಹೋರಾತ್ರಿ ಶಿವ ಭಜನೆ, 8 ಗುರುವಾರದಂದು ಮುಂ. 8 ಗಂಟೆಗೆ ಕಾಶಿ ವಿಶ್ವನಾಥ ಲಿಂಗಕ್ಕೆ ರುದ್ರಾಭಿಷೇಕ 9 ಗಂಟೆಗೆ ಪಲ್ಲಕ್ಕಿಯ ಸೇವೆ (ಎತ್ತು ಮತ್ತು 1 ಕುದುರೆ ರಾಜಕರ ರಸ್ತೆಯ ಮೇಲೆ 3 ನಿಮಿಷದ ಅವಧಿಗೆ) ಸ್ಪರ್ಧೆ ನಡೆಯಲಿದೆ. ಸ್ಪರ್ಧೆಯನ್ನು [36,800,190,903]
story6-temple-svg [525,1271,643,1393]
section-divider-right2 [368,1172,912,1173]
story6-letters-svg [651,1271,777,1393]
